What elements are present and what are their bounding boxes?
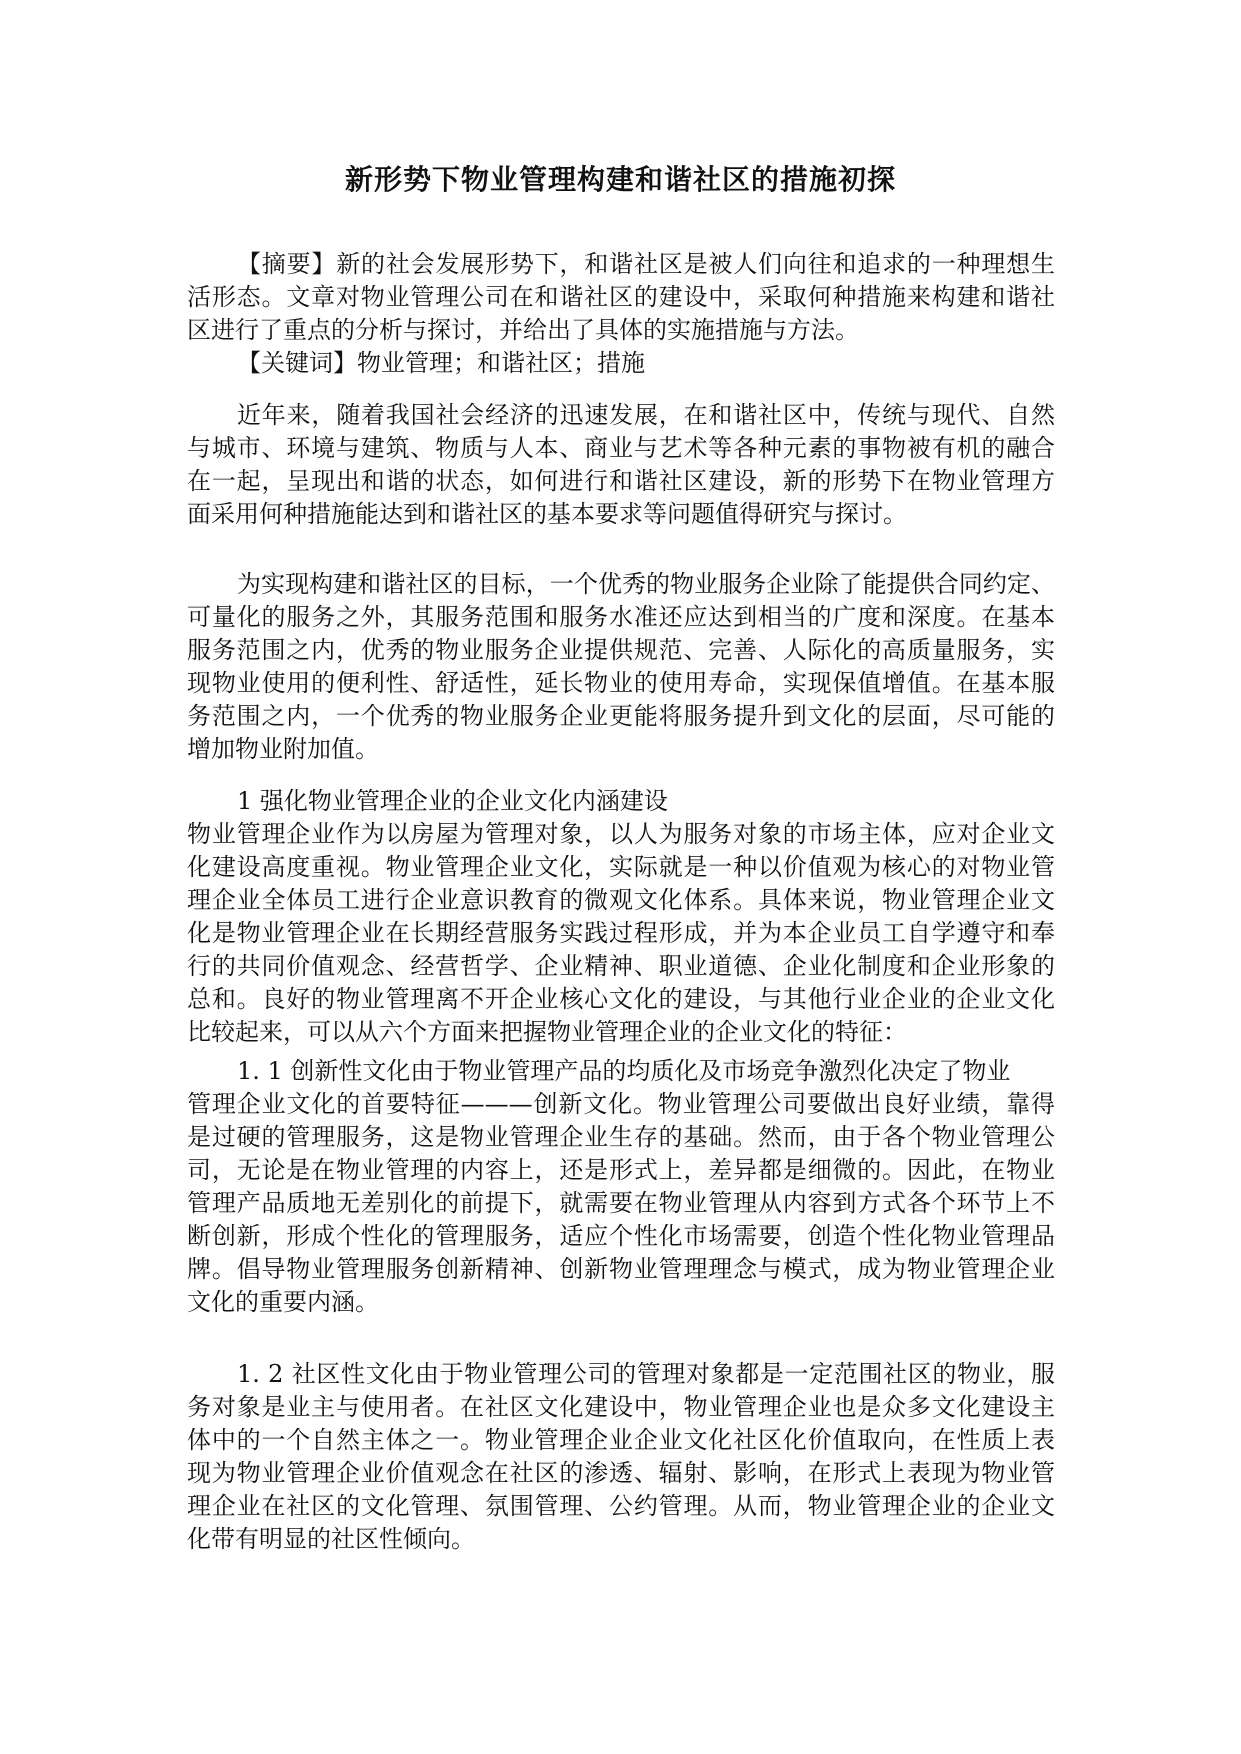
paragraph-line: 1. 1 创新性文化由于物业管理产品的均质化及市场竞争激烈化决定了物业 xyxy=(237,1057,1011,1085)
paragraph-line: 服务范围之内，优秀的物业服务企业提供规范、完善、人际化的高质量服务，实 xyxy=(187,636,1055,664)
section-heading: 1 强化物业管理企业的企业文化内涵建设 xyxy=(237,787,668,815)
paragraph-line: 增加物业附加值。 xyxy=(187,735,379,763)
paragraph-line: 现为物业管理企业价值观念在社区的渗透、辐射、影响，在形式上表现为物业管 xyxy=(187,1459,1055,1487)
paragraph-line: 与城市、环境与建筑、物质与人本、商业与艺术等各种元素的事物被有机的融合 xyxy=(187,434,1055,462)
paragraph-line: 物业管理企业作为以房屋为管理对象，以人为服务对象的市场主体，应对企业文 xyxy=(187,820,1055,848)
paragraph-line: 司，无论是在物业管理的内容上，还是形式上，差异都是细微的。因此，在物业 xyxy=(187,1156,1055,1184)
abstract-line: 区进行了重点的分析与探讨，并给出了具体的实施措施与方法。 xyxy=(187,316,859,344)
abstract-line: 【摘要】新的社会发展形势下，和谐社区是被人们向往和追求的一种理想生 xyxy=(237,250,1055,278)
paragraph-line: 文化的重要内涵。 xyxy=(187,1288,379,1316)
paragraph-line: 行的共同价值观念、经营哲学、企业精神、职业道德、企业化制度和企业形象的 xyxy=(187,952,1055,980)
paragraph-line: 牌。倡导物业管理服务创新精神、创新物业管理理念与模式，成为物业管理企业 xyxy=(187,1255,1055,1283)
keywords: 【关键词】物业管理；和谐社区；措施 xyxy=(237,349,645,377)
abstract-line: 活形态。文章对物业管理公司在和谐社区的建设中，采取何种措施来构建和谐社 xyxy=(187,283,1055,311)
paragraph-line: 近年来，随着我国社会经济的迅速发展，在和谐社区中，传统与现代、自然 xyxy=(237,401,1055,429)
paragraph-line: 为实现构建和谐社区的目标，一个优秀的物业服务企业除了能提供合同约定、 xyxy=(237,570,1055,598)
subsection-1-2 xyxy=(187,1358,1055,1556)
paragraph-line: 化建设高度重视。物业管理企业文化，实际就是一种以价值观为核心的对物业管 xyxy=(187,853,1055,881)
paragraph-line: 理企业在社区的文化管理、氛围管理、公约管理。从而，物业管理企业的企业文 xyxy=(187,1492,1055,1520)
document-title: 新形势下物业管理构建和谐社区的措施初探 xyxy=(344,163,896,196)
paragraph-intro xyxy=(187,399,1055,531)
paragraph-line: 面采用何种措施能达到和谐社区的基本要求等问题值得研究与探讨。 xyxy=(187,500,907,528)
paragraph-line: 务范围之内，一个优秀的物业服务企业更能将服务提升到文化的层面，尽可能的 xyxy=(187,702,1055,730)
paragraph-line: 可量化的服务之外，其服务范围和服务水准还应达到相当的广度和深度。在基本 xyxy=(187,603,1055,631)
paragraph-line: 管理产品质地无差别化的前提下，就需要在物业管理从内容到方式各个环节上不 xyxy=(187,1189,1055,1217)
paragraph-goal xyxy=(187,568,1055,766)
paragraph-line: 体中的一个自然主体之一。物业管理企业企业文化社区化价值取向，在性质上表 xyxy=(187,1426,1055,1454)
paragraph-line: 务对象是业主与使用者。在社区文化建设中，物业管理企业也是众多文化建设主 xyxy=(187,1393,1055,1421)
paragraph-line: 现物业使用的便利性、舒适性，延长物业的使用寿命，实现保值增值。在基本服 xyxy=(187,669,1055,697)
paragraph-line: 比较起来，可以从六个方面来把握物业管理企业的企业文化的特征： xyxy=(187,1018,907,1046)
paragraph-line: 在一起，呈现出和谐的状态，如何进行和谐社区建设，新的形势下在物业管理方 xyxy=(187,467,1055,495)
section-1 xyxy=(187,785,1055,1049)
paragraph-line: 1. 2 社区性文化由于物业管理公司的管理对象都是一定范围社区的物业，服 xyxy=(237,1360,1055,1388)
paragraph-line: 理企业全体员工进行企业意识教育的微观文化体系。具体来说，物业管理企业文 xyxy=(187,886,1055,914)
paragraph-line: 是过硬的管理服务，这是物业管理企业生存的基础。然而，由于各个物业管理公 xyxy=(187,1123,1055,1151)
paragraph-line: 断创新，形成个性化的管理服务，适应个性化市场需要，创造个性化物业管理品 xyxy=(187,1222,1055,1250)
paragraph-line: 化带有明显的社区性倾向。 xyxy=(187,1525,475,1553)
paragraph-line: 总和。良好的物业管理离不开企业核心文化的建设，与其他行业企业的企业文化 xyxy=(187,985,1055,1013)
abstract xyxy=(187,248,1055,380)
paragraph-line: 化是物业管理企业在长期经营服务实践过程形成，并为本企业员工自学遵守和奉 xyxy=(187,919,1055,947)
subsection-1-1 xyxy=(187,1055,1055,1319)
paragraph-line: 管理企业文化的首要特征———创新文化。物业管理公司要做出良好业绩，靠得 xyxy=(187,1090,1055,1118)
